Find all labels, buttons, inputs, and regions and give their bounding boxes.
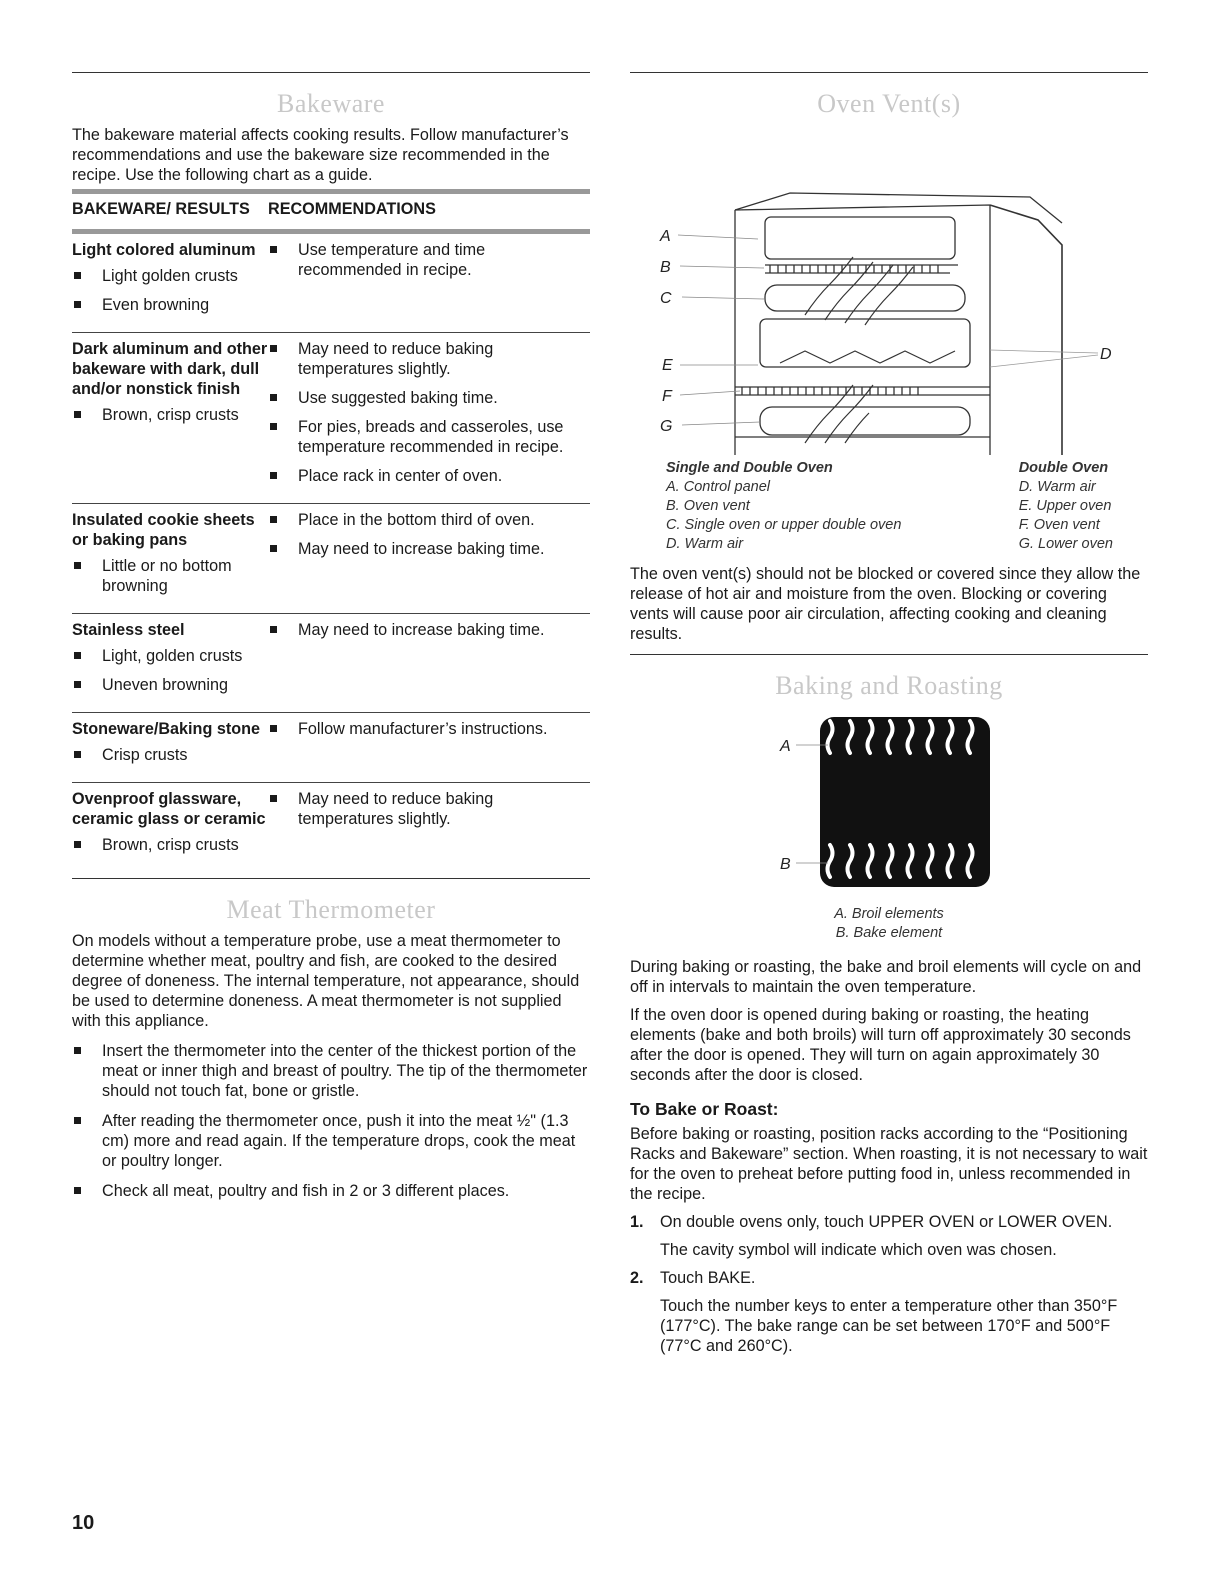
- table-row: [72, 713, 590, 783]
- caption-line: B. Oven vent: [666, 498, 750, 514]
- step-number: 1.: [630, 1213, 644, 1231]
- recommendations-list: [268, 339, 590, 486]
- recommendations-cell: [268, 504, 590, 614]
- section-rule: [630, 72, 1148, 73]
- recommendations-cell: [268, 614, 590, 713]
- recommendations-list: [268, 789, 590, 829]
- vents-title: Oven Vent(s): [817, 89, 961, 118]
- step-text: On double ovens only, touch UPPER OVEN or LOWER OVEN.: [660, 1213, 1113, 1231]
- baking-p2: If the oven door is opened during baking or roasting, the heating elements (bake and both broils) will turn off approximately 30 seconds after the door is opened. They will turn on again approximately 30 seconds after the door is closed.: [630, 1006, 1131, 1084]
- label-c: C: [660, 290, 672, 307]
- bakeware-material: Light colored aluminum: [72, 241, 256, 259]
- step-subtext: The cavity symbol will indicate which oven was chosen.: [660, 1241, 1057, 1259]
- recommendations-list: [268, 240, 590, 280]
- caption-line: B. Bake element: [835, 925, 943, 941]
- bakeware-title: Bakeware: [277, 89, 385, 118]
- step-text: Touch BAKE.: [660, 1269, 756, 1287]
- bakeware-cell: [72, 783, 268, 873]
- list-item: Light golden crusts: [72, 266, 268, 286]
- caption-line: D. Warm air: [666, 536, 744, 552]
- step-number: 2.: [630, 1269, 644, 1287]
- list-item: Place rack in center of oven.: [268, 466, 590, 486]
- section-rule: [630, 654, 1148, 655]
- left-column: [72, 72, 590, 1211]
- results-list: [72, 745, 268, 765]
- bakeware-cell: [72, 713, 268, 783]
- results-list: [72, 266, 268, 315]
- caption-line: A. Control panel: [666, 479, 770, 495]
- bakeware-material: Insulated cookie sheets or baking pans: [72, 511, 255, 549]
- list-item: May need to reduce baking temperatures slightly.: [268, 339, 590, 379]
- list-item: May need to increase baking time.: [268, 620, 590, 640]
- table-row: [72, 783, 590, 873]
- list-item: For pies, breads and casseroles, use temperature recommended in recipe.: [268, 417, 590, 457]
- bakeware-cell: [72, 614, 268, 713]
- label-a: A: [660, 228, 671, 245]
- section-rule: [72, 72, 590, 73]
- oven-elements-diagram: [630, 707, 1148, 897]
- recommendations-cell: [268, 232, 590, 333]
- list-item: Even browning: [72, 295, 268, 315]
- right-column: [630, 72, 1148, 1364]
- caption-line: A. Broil elements: [834, 906, 944, 922]
- caption-line: F. Oven vent: [1018, 517, 1100, 533]
- bake-roast-subhead: To Bake or Roast:: [630, 1099, 779, 1119]
- list-item: Use suggested baking time.: [268, 388, 590, 408]
- label-f: F: [662, 388, 672, 405]
- recommendations-list: [268, 620, 590, 640]
- caption-line: E. Upper oven: [1018, 498, 1112, 514]
- list-item: Use temperature and time recommended in recipe.: [268, 240, 590, 280]
- bakeware-material: Stoneware/Baking stone: [72, 720, 260, 738]
- label-e: E: [662, 357, 673, 374]
- table-row: [72, 504, 590, 614]
- list-item: Follow manufacturer’s instructions.: [268, 719, 590, 739]
- col-header-bakeware: BAKEWARE/ RESULTS: [72, 200, 250, 218]
- label-a: A: [780, 738, 791, 755]
- list-item: May need to reduce baking temperatures slightly.: [268, 789, 590, 829]
- caption-line: C. Single oven or upper double oven: [666, 517, 902, 533]
- caption-line: G. Lower oven: [1018, 536, 1113, 552]
- caption-right-title: Double Oven: [1018, 460, 1109, 476]
- oven-vents-diagram: [630, 125, 1148, 455]
- recommendations-cell: [268, 333, 590, 504]
- list-item: Brown, crisp crusts: [72, 835, 268, 855]
- results-list: [72, 835, 268, 855]
- step-subtext: Touch the number keys to enter a temperature other than 350°F (177°C). The bake range can be set between 170°F and 500°F (77°C and 260°C).: [660, 1297, 1118, 1355]
- bakeware-material: Dark aluminum and other bakeware with dark, dull and/or nonstick finish: [72, 340, 268, 398]
- bakeware-table: [72, 189, 590, 872]
- caption-line: D. Warm air: [1018, 479, 1096, 495]
- list-item: [630, 1212, 1148, 1260]
- caption-left: [666, 459, 901, 554]
- bake-steps: [630, 1212, 1148, 1356]
- page-number: 10: [72, 1512, 95, 1534]
- results-list: [72, 405, 268, 425]
- bakeware-material: Stainless steel: [72, 621, 185, 639]
- list-item: Brown, crisp crusts: [72, 405, 268, 425]
- label-g: G: [660, 418, 673, 435]
- list-item: Light, golden crusts: [72, 646, 268, 666]
- list-item: Check all meat, poultry and fish in 2 or 3 different places.: [72, 1181, 590, 1201]
- baking-p1: During baking or roasting, the bake and broil elements will cycle on and off in intervals to maintain the oven temperature.: [630, 958, 1142, 996]
- baking-p3: Before baking or roasting, position racks according to the “Positioning Racks and Bakeware” section. When roasting, it is not necessary to wait for the oven to preheat before putting food in, unless recommended in the recipe.: [630, 1125, 1148, 1203]
- bakeware-cell: [72, 504, 268, 614]
- meat-bullets: [72, 1041, 590, 1201]
- bakeware-intro: The bakeware material affects cooking results. Follow manufacturer’s recommendations and use the bakeware size recommended in the recipe. Use the following chart as a guide.: [72, 126, 569, 184]
- meat-title: Meat Thermometer: [226, 895, 436, 924]
- recommendations-cell: [268, 713, 590, 783]
- baking-title: Baking and Roasting: [775, 671, 1003, 700]
- vents-text: The oven vent(s) should not be blocked or covered since they allow the release of hot air and moisture from the oven. Blocking or covering vents will cause poor air circulation, affecting cooking and cleaning results.: [630, 565, 1141, 643]
- section-rule: [72, 878, 590, 879]
- vents-captions: [666, 459, 1113, 554]
- list-item: Insert the thermometer into the center of the thickest portion of the meat or inner thigh and breast of poultry. The tip of the thermometer should not touch fat, bone or gristle.: [72, 1041, 590, 1101]
- caption-left-title: Single and Double Oven: [666, 460, 833, 476]
- label-b: B: [780, 856, 791, 873]
- meat-intro: On models without a temperature probe, use a meat thermometer to determine whether meat, poultry and fish, are cooked to the desired degree of doneness. The internal temperature, not appearance, should be used to determine doneness. A meat thermometer is not supplied with this appliance.: [72, 932, 580, 1030]
- list-item: May need to increase baking time.: [268, 539, 590, 559]
- col-header-recommendations: RECOMMENDATIONS: [268, 200, 436, 218]
- bakeware-material: Ovenproof glassware, ceramic glass or ceramic: [72, 790, 266, 828]
- table-row: [72, 333, 590, 504]
- elements-captions: [630, 905, 1148, 943]
- table-row: [72, 614, 590, 713]
- list-item: Uneven browning: [72, 675, 268, 695]
- recommendations-list: [268, 510, 590, 559]
- list-item: Place in the bottom third of oven.: [268, 510, 590, 530]
- recommendations-cell: [268, 783, 590, 873]
- list-item: Little or no bottom browning: [72, 556, 268, 596]
- caption-right: [1019, 459, 1113, 554]
- table-row: [72, 232, 590, 333]
- bakeware-cell: [72, 232, 268, 333]
- list-item: [630, 1268, 1148, 1356]
- recommendations-list: [268, 719, 590, 739]
- list-item: After reading the thermometer once, push it into the meat ½" (1.3 cm) more and read again. If the temperature drops, cook the meat or poultry longer.: [72, 1111, 590, 1171]
- bakeware-cell: [72, 333, 268, 504]
- results-list: [72, 556, 268, 596]
- results-list: [72, 646, 268, 695]
- label-d: D: [1100, 346, 1112, 363]
- label-b: B: [660, 259, 671, 276]
- list-item: Crisp crusts: [72, 745, 268, 765]
